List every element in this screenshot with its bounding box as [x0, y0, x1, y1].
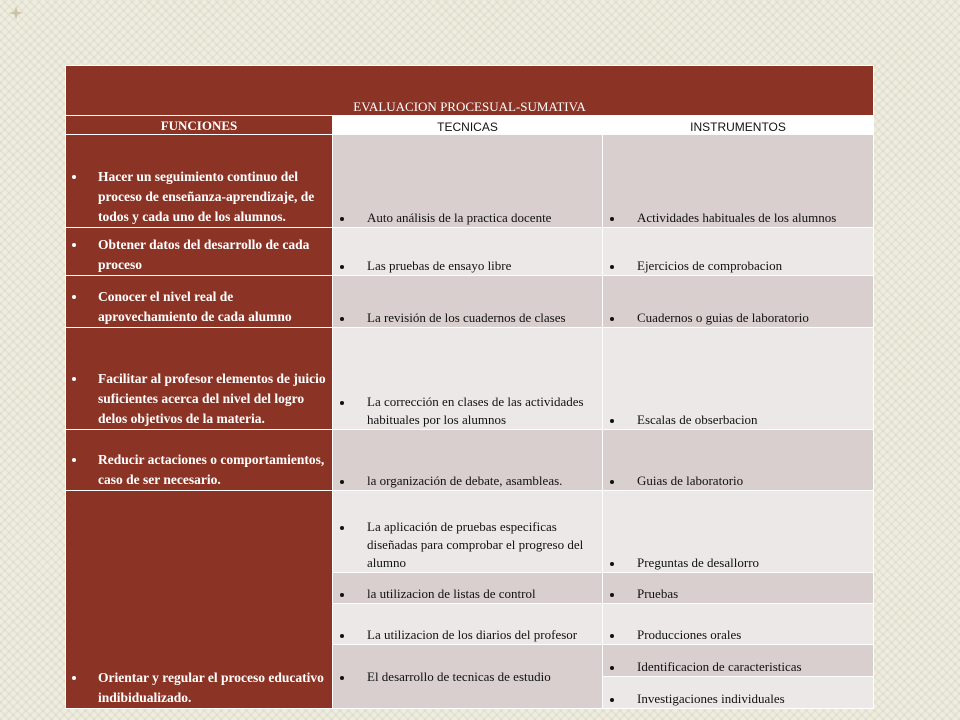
tecnica-cell [333, 328, 603, 430]
funcion-text: Reducir actaciones o comportamientos, caso de ser necesario. [98, 452, 325, 487]
header-funciones: FUNCIONES [66, 116, 333, 135]
bullet-icon [72, 676, 76, 680]
instrumento-text: Producciones orales [637, 627, 742, 642]
tecnica-text: Las pruebas de ensayo libre [367, 258, 512, 273]
bullet-icon [610, 217, 614, 221]
tecnica-cell [333, 430, 603, 491]
instrumento-cell [603, 645, 874, 677]
tecnica-cell [333, 276, 603, 328]
evaluation-table [65, 65, 874, 709]
instrumento-text: Pruebas [637, 586, 679, 601]
bullet-icon [610, 666, 614, 670]
table-row [66, 276, 874, 328]
bullet-icon [340, 217, 344, 221]
bullet-icon [610, 265, 614, 269]
tecnica-cell [333, 604, 603, 645]
instrumento-text: Investigaciones individuales [637, 691, 785, 706]
instrumento-cell [603, 228, 874, 276]
tecnica-text: Auto análisis de la practica docente [367, 210, 552, 225]
instrumento-text: Identificacion de caracteristicas [637, 659, 802, 674]
bullet-icon [610, 419, 614, 423]
bullet-icon [340, 676, 344, 680]
instrumento-cell [603, 604, 874, 645]
bullet-icon [340, 480, 344, 484]
bullet-icon [340, 634, 344, 638]
table-title: EVALUACION PROCESUAL-SUMATIVA [66, 66, 874, 116]
instrumento-cell [603, 573, 874, 604]
instrumento-text: Guias de laboratorio [637, 473, 744, 488]
bullet-icon [72, 175, 76, 179]
instrumento-cell [603, 677, 874, 709]
tecnica-cell [333, 135, 603, 228]
tecnica-cell [333, 573, 603, 604]
table-row [66, 228, 874, 276]
funcion-text: Orientar y regular el proceso educativo indibidualizado. [98, 670, 324, 705]
instrumento-cell [603, 491, 874, 573]
bullet-icon [340, 593, 344, 597]
table-row [66, 491, 874, 573]
instrumento-text: Escalas de obserbacion [637, 412, 758, 427]
funcion-cell [66, 430, 333, 491]
bullet-icon [610, 480, 614, 484]
instrumento-cell [603, 430, 874, 491]
bullet-icon [610, 698, 614, 702]
bullet-icon [610, 562, 614, 566]
tecnica-cell [333, 491, 603, 573]
funcion-text: Conocer el nivel real de aprovechamiento de cada alumno [98, 289, 292, 324]
bullet-icon [610, 593, 614, 597]
tecnica-text: La revisión de los cuadernos de clases [367, 310, 566, 325]
funcion-cell [66, 228, 333, 276]
header-tecnicas: TECNICAS [333, 116, 603, 135]
instrumento-text: Ejercicios de comprobacion [637, 258, 783, 273]
funcion-text: Facilitar al profesor elementos de juicio suficientes acerca del nivel del logro delos objetivos de la materia. [98, 371, 326, 426]
table-row [66, 328, 874, 430]
tecnica-text: La corrección en clases de las actividades habituales por los alumnos [367, 394, 584, 427]
tecnica-text: La utilizacion de los diarios del profesor [367, 627, 578, 642]
funcion-cell [66, 328, 333, 430]
bullet-icon [610, 317, 614, 321]
slide-corner-ornament-icon [9, 6, 23, 20]
tecnica-cell [333, 228, 603, 276]
funcion-cell [66, 276, 333, 328]
funcion-text: Obtener datos del desarrollo de cada proceso [98, 237, 310, 272]
bullet-icon [72, 243, 76, 247]
instrumento-cell [603, 276, 874, 328]
bullet-icon [72, 295, 76, 299]
instrumento-text: Actividades habituales de los alumnos [637, 210, 837, 225]
instrumento-text: Cuadernos o guias de laboratorio [637, 310, 809, 325]
bullet-icon [340, 401, 344, 405]
header-instrumentos: INSTRUMENTOS [603, 116, 874, 135]
instrumento-cell [603, 135, 874, 228]
bullet-icon [340, 265, 344, 269]
instrumento-text: Preguntas de desallorro [637, 555, 760, 570]
instrumento-cell [603, 328, 874, 430]
table-row [66, 430, 874, 491]
bullet-icon [610, 634, 614, 638]
bullet-icon [72, 458, 76, 462]
table-row [66, 135, 874, 228]
bullet-icon [72, 377, 76, 381]
bullet-icon [340, 317, 344, 321]
funcion-cell [66, 491, 333, 709]
tecnica-text: la organización de debate, asambleas. [367, 473, 563, 488]
tecnica-cell [333, 645, 603, 709]
funcion-text: Hacer un seguimiento continuo del proceso de enseñanza-aprendizaje, de todos y cada uno de los alumnos. [98, 169, 315, 224]
funcion-cell [66, 135, 333, 228]
tecnica-text: El desarrollo de tecnicas de estudio [367, 668, 551, 684]
tecnica-text: la utilizacion de listas de control [367, 586, 536, 601]
tecnica-text: La aplicación de pruebas especificas diseñadas para comprobar el progreso del alumno [367, 519, 584, 570]
bullet-icon [340, 526, 344, 530]
